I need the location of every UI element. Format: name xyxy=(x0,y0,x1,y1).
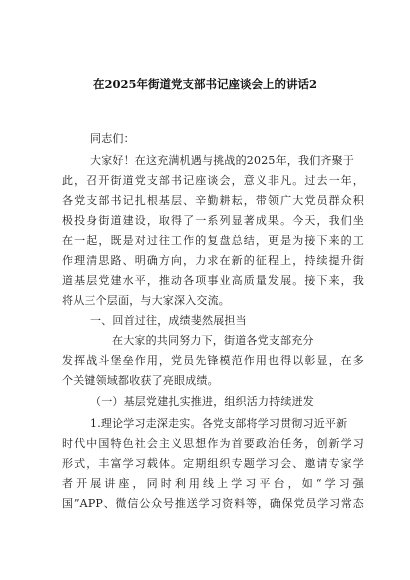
salutation: 同志们： xyxy=(90,132,135,145)
paragraph-line: 道基层党建水平，推动各项事业高质量发展。接下来，我 xyxy=(62,274,364,287)
paragraph-line: 个关键领域都收获了亮眼成绩。 xyxy=(62,374,219,387)
paragraph-line: 各党支部书记扎根基层、辛勤耕耘，带领广大党员群众积 xyxy=(62,194,364,207)
paragraph-line: 形式，丰富学习载体。定期组织专题学习会、邀请专家学 xyxy=(62,457,364,470)
paragraph-line: 者开展讲座，同时利用线上学习平台，如“学习强 xyxy=(62,477,364,490)
paragraph-line: 作理清思路、明确方向，力求在新的征程上，持续提升街 xyxy=(62,254,364,267)
document-title: 在2025年街道党支部书记座谈会上的讲话2 xyxy=(92,77,317,91)
paragraph-line: 1.理论学习走深走实。各党支部将学习贯彻习近平新 xyxy=(90,417,348,430)
paragraph-line: 大家好！在这充满机遇与挑战的2025年，我们齐聚于 xyxy=(90,154,354,167)
subsection-heading: （一）基层党建扎实推进，组织活力持续迸发 xyxy=(90,395,314,408)
paragraph-line: 在大家的共同努力下，街道各党支部充分 xyxy=(112,334,314,347)
paragraph-line: 在一起，既是对过往工作的复盘总结，更是为接下来的工 xyxy=(62,234,364,247)
paragraph-line: 发挥战斗堡垒作用，党员先锋模范作用也得以彰显，在多 xyxy=(62,354,364,367)
paragraph-line: 将从三个层面，与大家深入交流。 xyxy=(62,294,230,307)
paragraph-line: 极投身街道建设，取得了一系列显著成果。今天，我们坐 xyxy=(62,214,364,227)
paragraph-line: 国”APP、微信公众号推送学习资料等，确保党员学习常态 xyxy=(62,497,364,510)
section-heading: 一、回首过往，成绩斐然展担当 xyxy=(90,314,247,327)
paragraph-line: 此，召开街道党支部书记座谈会，意义非凡。过去一年， xyxy=(62,174,364,187)
paragraph-line: 时代中国特色社会主义思想作为首要政治任务，创新学习 xyxy=(62,437,364,450)
